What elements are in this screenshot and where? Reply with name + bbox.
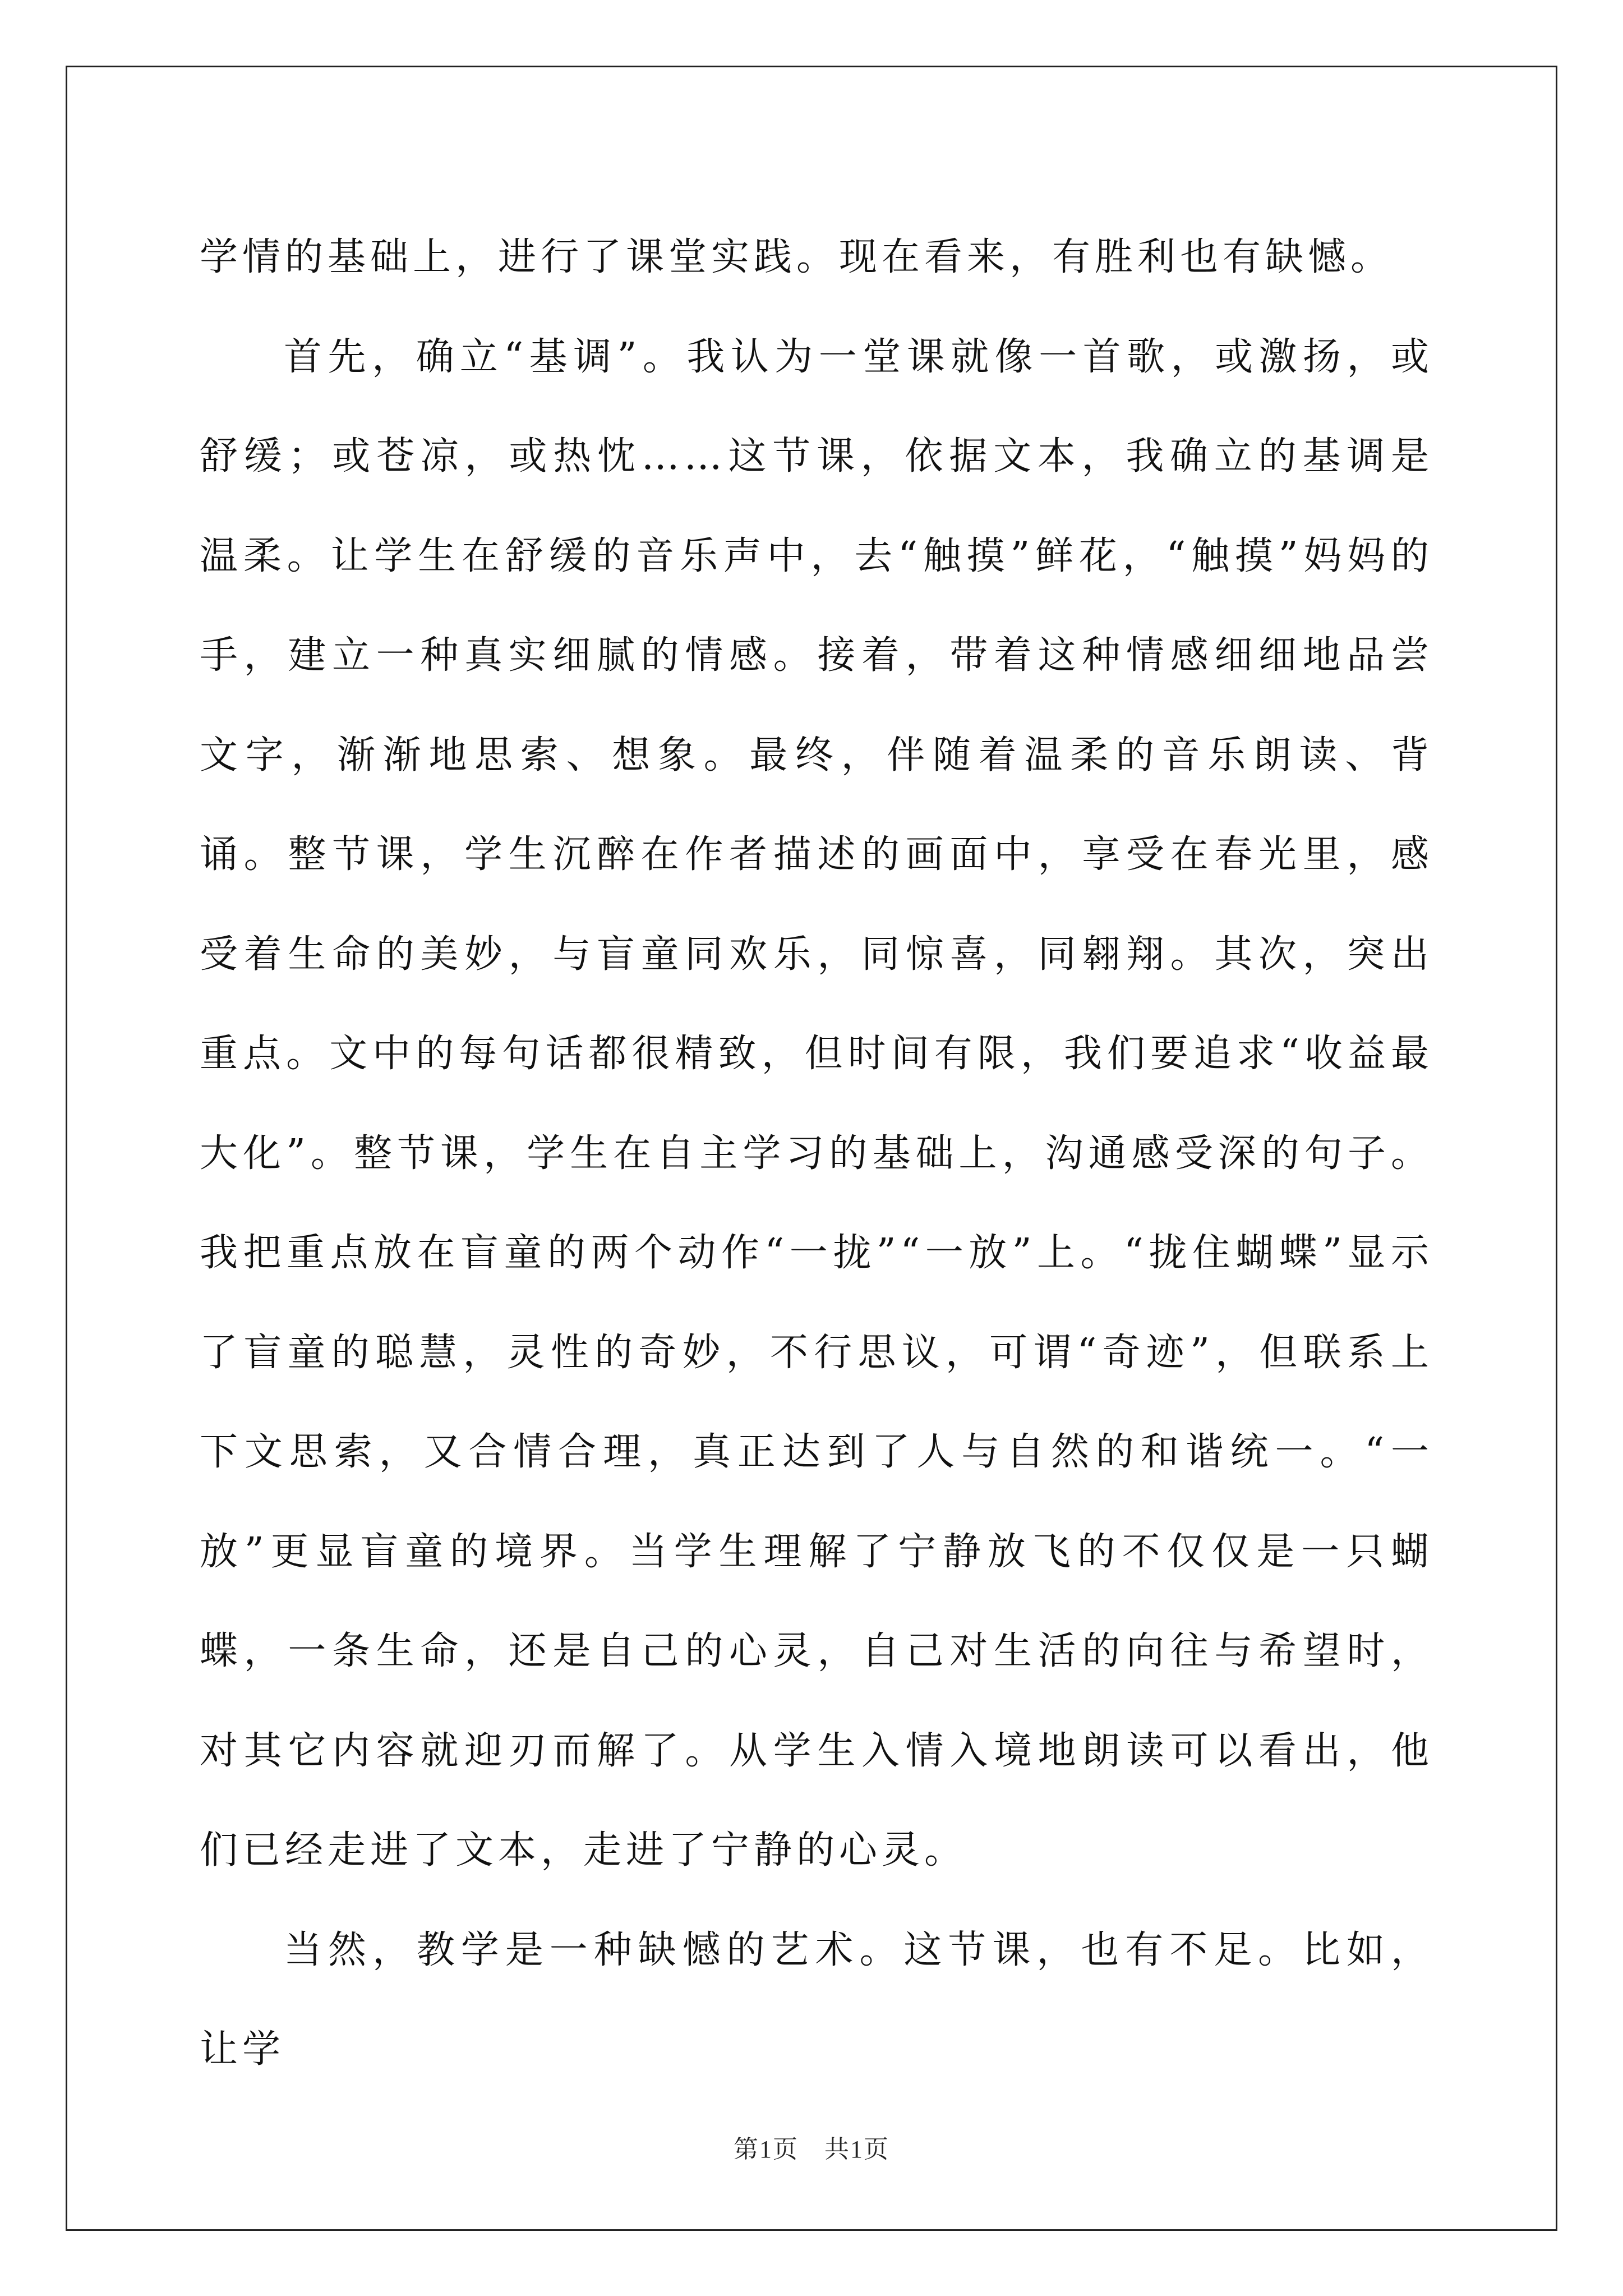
document-body (200, 208, 1433, 2100)
page-footer: 第1页 共1页 (734, 2136, 889, 2163)
paragraph-3: 当然，教学是一种缺憾的艺术。这节课，也有不足。比如，让学 (200, 1927, 1433, 2072)
paragraph-2: 首先，确立“基调”。我认为一堂课就像一首歌，或激扬，或舒缓；或苍凉，或热忱……这节课，依据文本，我确立的基调是温柔。让学生在舒缓的音乐声中，去“触摸”鲜花，“触摸”妈妈的手，建立一种真实细腻的情感。接着，带着这种情感细细地品尝文字，渐渐地思索、想象。最终，伴随着温柔的音乐朗读、背诵。整节课，学生沉醉在作者描述的画面中，享受在春光里，感受着生命的美妙，与盲童同欢乐，同惊喜，同翱翔。其次，突出重点。文中的每句话都很精致，但时间有限，我们要追求“收益最大化”。整节课，学生在自主学习的基础上，沟通感受深的句子。我把重点放在盲童的两个动作“一拢”“一放”上。“拢住蝴蝶”显示了盲童的聪慧，灵性的奇妙，不行思议，可谓“奇迹”，但联系上下文思索，又合情合理，真正达到了人与自然的和谐统一。“一放”更显盲童的境界。当学生理解了宁静放飞的不仅仅是一只蝴蝶，一条生命，还是自己的心灵，自己对生活的向往与希望时，对其它内容就迎刃而解了。从学生入情入境地朗读可以看出，他们已经走进了文本，走进了宁静的心灵。 (200, 334, 1434, 1872)
paragraph-1: 学情的基础上，进行了课堂实践。现在看来，有胜利也有缺憾。 (200, 235, 1394, 279)
